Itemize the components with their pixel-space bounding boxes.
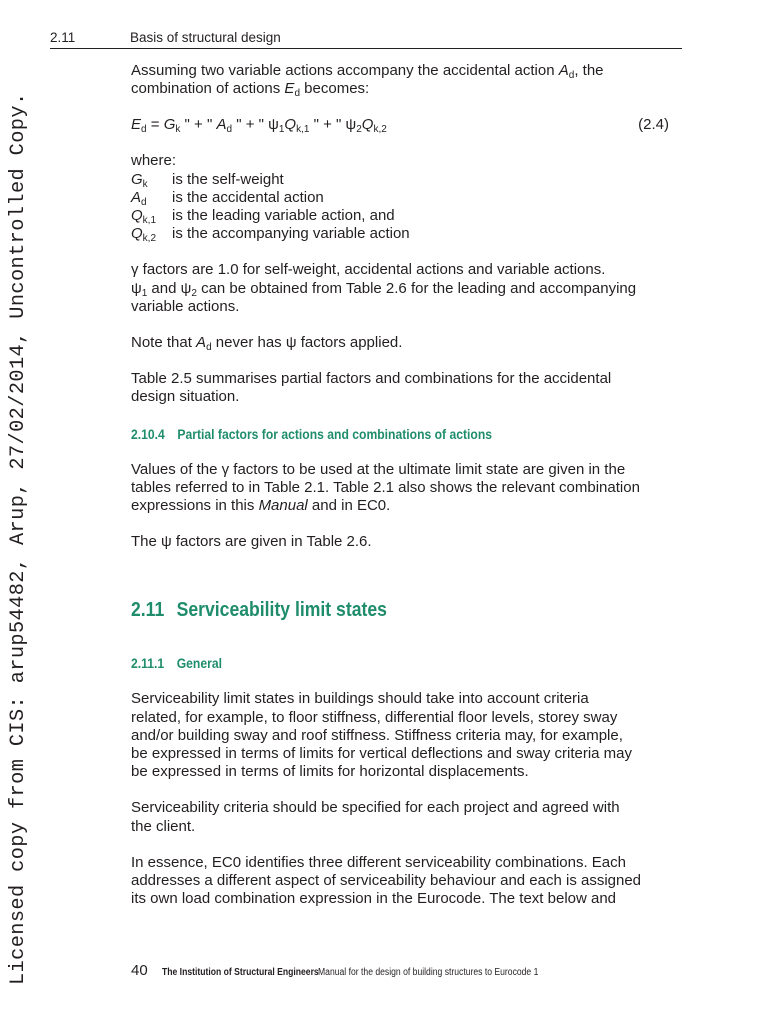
licensed-copy-watermark: Licensed copy from CIS: arup54482, Arup, 27/02/2014, Uncontrolled Copy. <box>7 92 30 985</box>
page-footer <box>131 962 574 979</box>
header-section-number: 2.11 <box>50 30 76 45</box>
running-header <box>50 28 682 49</box>
footer-institution: The Institution of Structural Engineers <box>161 967 319 978</box>
definition-row: $A_d$ is the accidental action <box>131 188 324 208</box>
sls-paragraph: Serviceability limit states in buildings should take into account criteria related, for example, to floor stiffness, differential floor levels, storey sway and/or building sway and roof stiffness. Stiffness criteria may, for example, be expressed in terms of limits for vertical deflections and sway criteria may be expressed in terms of limits for horizontal displacements. <box>131 690 633 781</box>
ec0-paragraph: In essence, EC0 identifies three different serviceability combinations. Each addresses a different aspect of serviceability behaviour and each is assigned its own load combination expression in the Eurocode. The text below and <box>131 853 642 908</box>
note-paragraph: Note that $A_d$ never has ψ factors applied. <box>131 334 403 354</box>
section-heading-2-11: 2.11 Serviceability limit states <box>131 599 387 622</box>
table-2-5-paragraph: Table 2.5 summarises partial factors and combinations for the accidental design situation. <box>131 370 612 406</box>
gamma-values-paragraph: Values of the γ factors to be used at the ultimate limit state are given in the tables referred to in Table 2.1. Table 2.1 also shows the relevant combination expressions in this Manual and in EC0. <box>131 460 640 515</box>
subsection-heading-2-11-1: 2.11.1 General <box>131 656 222 672</box>
intro-paragraph: Assuming two variable actions accompany the accidental action $A_d$, the combination of actions $E_d$ becomes: <box>131 62 604 100</box>
definition-row: $G_k$ is the self-weight <box>131 170 284 190</box>
subsection-heading-2-10-4: 2.10.4 Partial factors for actions and combinations of actions <box>131 426 493 442</box>
definition-row: $Q_{k,2}$ is the accompanying variable action <box>131 225 410 245</box>
header-section-title: Basis of structural design <box>130 30 281 45</box>
equation-number: (2.4) <box>638 116 669 134</box>
symbol-definitions <box>131 171 671 244</box>
page-body <box>131 62 671 908</box>
where-label: where: <box>131 152 177 170</box>
gamma-factors-paragraph: γ factors are 1.0 for self-weight, accidental actions and variable actions. $\psi_1$ and $\psi_2$ can be obtained from Table 2.6 for the leading and accompanying variable actions. <box>131 261 637 315</box>
page-number: 40 <box>131 962 148 979</box>
definition-row: $Q_{k,1}$ is the leading variable action, and <box>131 207 395 227</box>
equation-2-4: $E_d = G_k$ " + " $A_d$ " + " $\psi_1Q_{k,1}$ " + " $\psi_2Q_{k,2}$ (2.4) <box>131 116 669 136</box>
psi-factors-paragraph: The ψ factors are given in Table 2.6. <box>131 533 372 551</box>
criteria-paragraph: Serviceability criteria should be specified for each project and agreed with the client. <box>131 799 620 835</box>
footer-manual-title: Manual for the design of building structures to Eurocode 1 <box>317 967 539 978</box>
